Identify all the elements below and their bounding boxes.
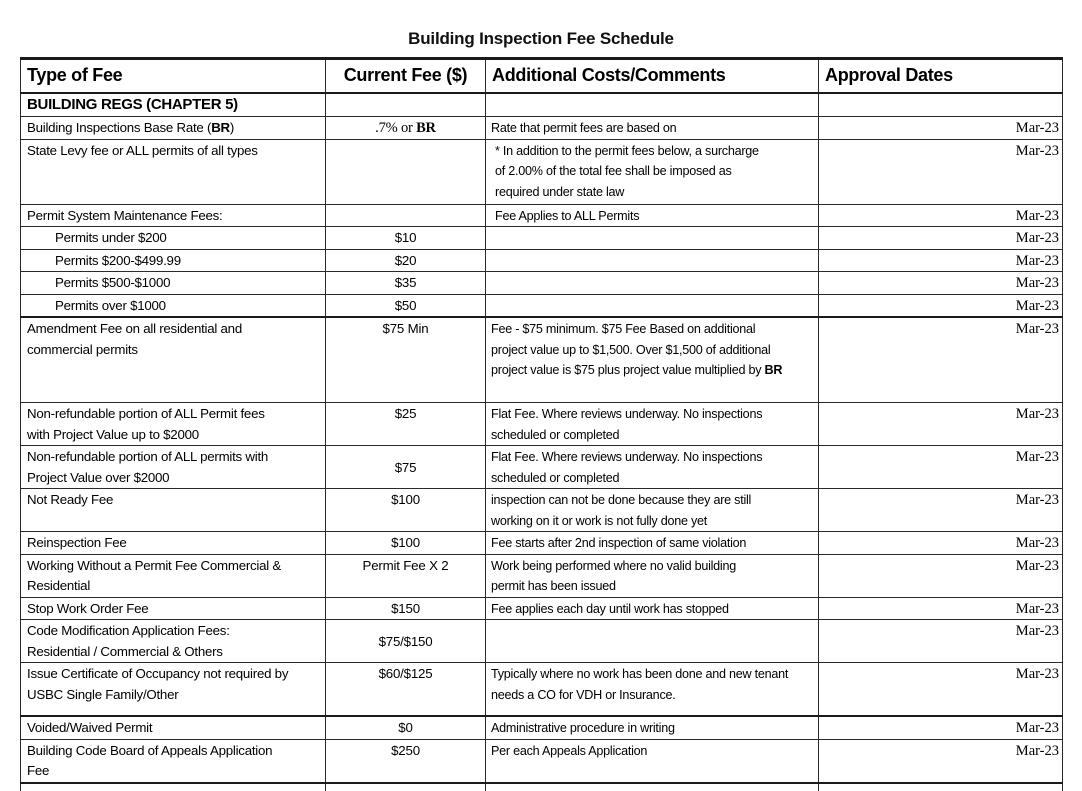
comment-line: Typically where no work has been done and new tenant (491, 667, 789, 681)
fee-type-line: Project Value over $2000 (27, 469, 170, 485)
base-rate-abbrev: BR (764, 363, 783, 377)
fee-comment (486, 620, 818, 621)
fee-comment (486, 318, 818, 381)
fee-comment (486, 489, 818, 531)
empty-cell (819, 94, 1062, 95)
column-header-current-fee: Current Fee ($) (343, 65, 468, 85)
fee-comment: Rate that permit fees are based on (491, 121, 677, 135)
fee-comment (486, 446, 818, 488)
comment-line: Flat Fee. Where reviews underway. No inspections (491, 407, 763, 421)
table-row (21, 532, 1063, 555)
fee-amount (326, 140, 485, 141)
fee-type-label: Permits $200-$499.99 (55, 252, 181, 268)
fee-amount: $35 (394, 275, 417, 290)
fee-amount: $75/$150 (378, 634, 433, 649)
fee-type-line: Working Without a Permit Fee Commercial & (27, 557, 282, 573)
comment-line: Flat Fee. Where reviews underway. No inspections (491, 450, 763, 464)
approval-date: Mar-23 (1015, 742, 1059, 759)
approval-date: Mar-23 (1015, 535, 1059, 551)
table-row (21, 249, 1063, 272)
fee-amount: $100 (391, 492, 420, 507)
fee-amount: $75 Min (382, 321, 429, 336)
fee-type-label (21, 555, 325, 597)
table-row (21, 139, 1063, 204)
fee-type-line: Fee (27, 763, 50, 778)
approval-date: Mar-23 (1015, 230, 1059, 246)
approval-date: Mar-23 (1015, 720, 1059, 736)
fee-amount: $75 (394, 460, 417, 475)
table-row (21, 716, 1063, 739)
empty-cell (486, 94, 818, 95)
fee-comment: Fee Applies to ALL Permits (495, 208, 640, 223)
section-heading-building-regs: BUILDING REGS (CHAPTER 5) (27, 96, 238, 113)
empty-cell (326, 94, 485, 95)
fee-type-line: Building Code Board of Appeals Application (27, 742, 273, 758)
column-header-additional-costs: Additional Costs/Comments (492, 65, 726, 85)
comment-line: Work being performed where no valid building (491, 558, 736, 573)
fee-comment (486, 663, 818, 705)
fee-type-line: with Project Value up to $2000 (27, 426, 199, 442)
comment-line: scheduled or completed (491, 470, 620, 485)
fee-type-line: Residential / Commercial & Others (27, 643, 223, 659)
table-row-clipped (21, 783, 1063, 791)
table-row (21, 294, 1063, 317)
fee-comment: Administrative procedure in writing (491, 721, 675, 735)
base-rate-abbrev: BR (211, 120, 230, 135)
fee-amount: Permit Fee X 2 (362, 557, 449, 573)
fee-type-label: Permit System Maintenance Fees: (27, 207, 223, 223)
approval-date: Mar-23 (1015, 207, 1059, 224)
fee-amount (326, 117, 485, 139)
comment-line: needs a CO for VDH or Insurance. (491, 687, 676, 702)
approval-date: Mar-23 (1015, 600, 1059, 617)
table-row (21, 620, 1063, 663)
comment-line: project value up to $1,500. Over $1,500 of additional (491, 342, 771, 357)
approval-date: Mar-23 (1015, 275, 1059, 291)
fee-type-label: Not Ready Fee (27, 492, 114, 507)
fee-amount-text: .7% or (375, 120, 417, 136)
fee-type-label: Permits $500-$1000 (55, 275, 171, 290)
table-section-row (21, 93, 1063, 117)
fee-type-label (21, 740, 325, 782)
fee-type-line: USBC Single Family/Other (27, 686, 179, 702)
fee-type-line: Code Modification Application Fees: (27, 623, 230, 638)
approval-date: Mar-23 (1015, 449, 1059, 465)
approval-date: Mar-23 (1015, 623, 1059, 639)
fee-type-line: Amendment Fee on all residential and (27, 321, 242, 336)
column-header-approval-dates: Approval Dates (825, 65, 953, 85)
table-header-row (21, 59, 1063, 94)
fee-type-label (21, 620, 325, 662)
fee-comment (486, 403, 818, 445)
table-row (21, 597, 1063, 620)
fee-type-label: State Levy fee or ALL permits of all types (27, 142, 258, 158)
approval-date: Mar-23 (1015, 297, 1059, 314)
fee-comment (486, 272, 818, 273)
fee-type-text: Building Inspections Base Rate ( (27, 120, 212, 135)
fee-amount (326, 205, 485, 206)
approval-date: Mar-23 (1015, 142, 1059, 159)
approval-date: Mar-23 (1015, 666, 1059, 682)
comment-line: of 2.00% of the total fee shall be imposed as (495, 164, 732, 178)
fee-type-label (21, 663, 325, 705)
fee-amount: $150 (391, 600, 420, 616)
fee-schedule-table-container (20, 57, 1062, 791)
table-row (21, 317, 1063, 403)
approval-date: Mar-23 (1015, 557, 1059, 574)
table-row (21, 663, 1063, 717)
fee-comment: Fee starts after 2nd inspection of same violation (491, 536, 747, 550)
fee-comment: Per each Appeals Application (491, 743, 648, 758)
fee-type-line: Non-refundable portion of ALL Permit fees (27, 406, 265, 421)
fee-type-line: commercial permits (27, 341, 138, 357)
fee-type-label (21, 446, 325, 488)
table-row (21, 554, 1063, 597)
fee-type-label: Stop Work Order Fee (27, 600, 149, 616)
fee-type-line: Issue Certificate of Occupancy not required by (27, 666, 289, 681)
comment-line-text: project value is $75 plus project value multiplied by (491, 363, 765, 377)
table-row (21, 403, 1063, 446)
table-row (21, 446, 1063, 489)
comment-line: working on it or work is not fully done yet (491, 513, 708, 528)
fee-comment (486, 227, 818, 228)
fee-type-line: Residential (27, 578, 91, 593)
fee-amount: $250 (391, 742, 420, 758)
comment-line: required under state law (495, 184, 625, 199)
fee-type-label: Voided/Waived Permit (27, 720, 153, 735)
comment-line: * In addition to the permit fees below, a surcharge (495, 143, 759, 158)
approval-date: Mar-23 (1015, 252, 1059, 269)
fee-schedule-table (20, 57, 1063, 791)
fee-type-label: Reinspection Fee (27, 535, 127, 550)
fee-type-label (21, 403, 325, 445)
fee-comment (486, 250, 818, 251)
fee-type-line: Non-refundable portion of ALL permits with (27, 449, 269, 464)
fee-amount: $20 (394, 252, 417, 268)
table-row (21, 489, 1063, 532)
table-row (21, 117, 1063, 140)
fee-type-label: Permits under $200 (55, 230, 167, 245)
table-row (21, 739, 1063, 783)
comment-line: inspection can not be done because they are still (491, 493, 752, 507)
comment-line: permit has been issued (491, 579, 616, 593)
comment-line: scheduled or completed (491, 427, 620, 442)
page-title: Building Inspection Fee Schedule (408, 29, 674, 48)
comment-line: Fee - $75 minimum. $75 Fee Based on additional (491, 322, 756, 336)
fee-comment: Fee applies each day until work has stopped (491, 601, 729, 616)
fee-amount: $100 (391, 535, 420, 550)
column-header-type-of-fee: Type of Fee (27, 65, 123, 85)
table-row (21, 272, 1063, 295)
fee-amount: $50 (394, 297, 417, 313)
approval-date: Mar-23 (1015, 120, 1059, 136)
fee-amount: $60/$125 (378, 666, 433, 681)
fee-type-label: Permits over $1000 (55, 297, 166, 313)
fee-amount-abbrev: BR (416, 120, 436, 136)
fee-amount: $25 (394, 406, 417, 421)
fee-comment (486, 555, 818, 597)
approval-date: Mar-23 (1015, 406, 1059, 422)
fee-type-label (21, 318, 325, 360)
table-row (21, 204, 1063, 227)
fee-amount: $0 (398, 720, 413, 735)
fee-type-text-tail: ) (229, 120, 235, 135)
fee-comment (486, 295, 818, 296)
table-row (21, 227, 1063, 250)
fee-comment (486, 140, 818, 203)
fee-type-label (21, 117, 325, 139)
approval-date: Mar-23 (1015, 492, 1059, 508)
approval-date: Mar-23 (1015, 321, 1059, 337)
comment-line (491, 360, 814, 381)
fee-amount: $10 (394, 230, 417, 245)
